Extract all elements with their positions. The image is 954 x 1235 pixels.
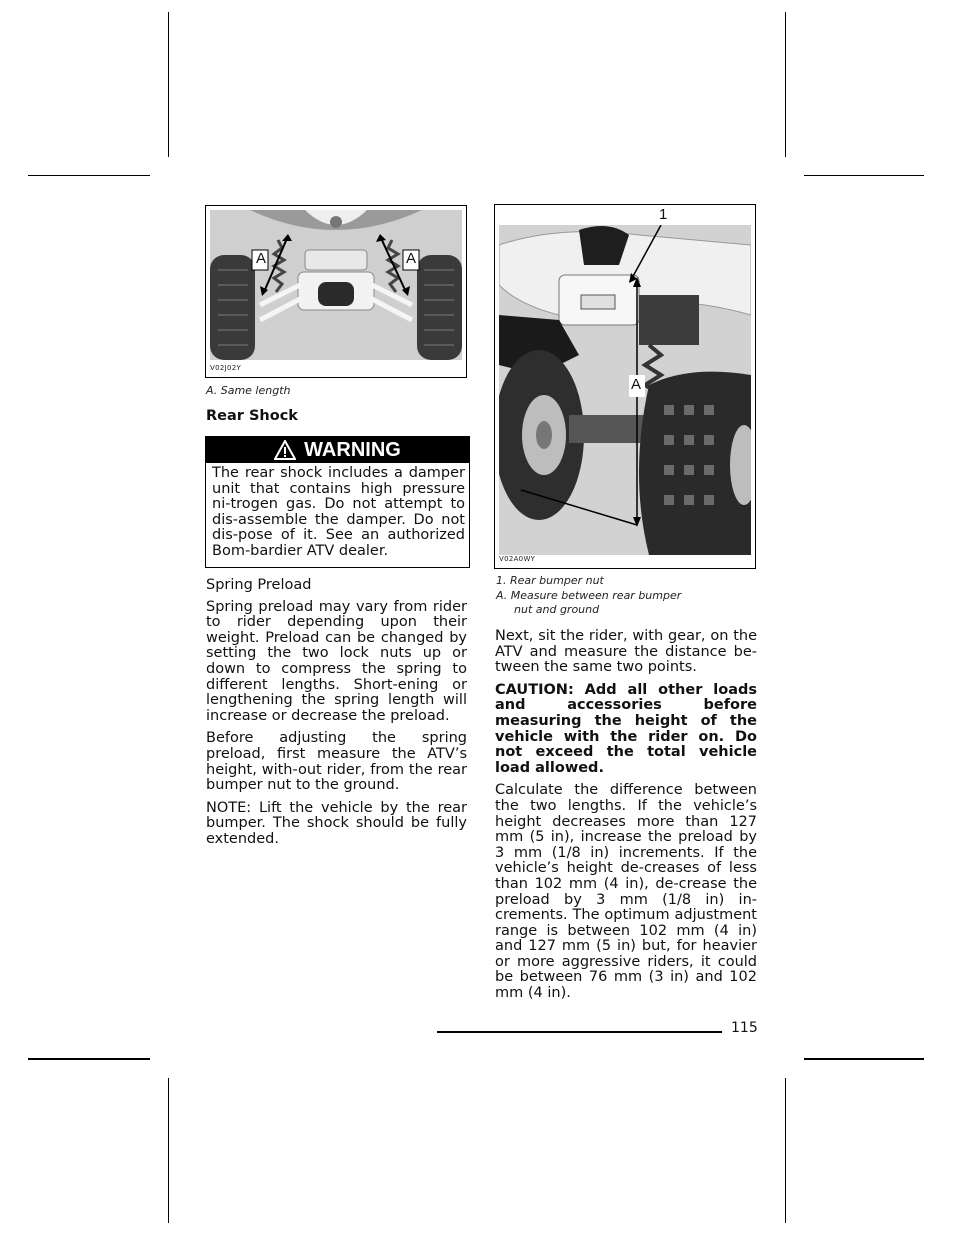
figure-front-shocks (205, 205, 467, 378)
crop-mark-top-right-vertical (785, 12, 786, 157)
caution-text: Add all other loads and accessories before measuring the height of the vehicle with the rider on. Do not exceed the total vehicle load allowed. (495, 681, 757, 776)
figure-code: V02A0WY (499, 555, 536, 563)
crop-mark-top-right-horizontal (804, 175, 924, 176)
figure-label-a-left: A (256, 250, 267, 267)
figure-code: V02J02Y (210, 364, 242, 372)
left-column (206, 409, 467, 425)
footer-rule (437, 1031, 722, 1033)
figure-caption-a: A. Measure between rear bumper (496, 589, 682, 602)
note-label: NOTE: (206, 799, 252, 816)
left-column-body (206, 578, 467, 855)
rear-atv-photo (499, 225, 751, 555)
crop-mark-bottom-right-horizontal (804, 1058, 924, 1060)
atv-front-illustration (210, 210, 462, 360)
paragraph-preload: Spring preload may vary from rider to rider depending upon their weight. Preload can be changed by setting the two lock nuts up or down to compress the spring to different lengths. Short-ening or lengthening the spring length will increase or decrease the preload. (206, 598, 467, 724)
warning-triangle-icon (274, 440, 296, 460)
front-shocks-photo (210, 210, 462, 360)
crop-mark-bottom-left-vertical (168, 1078, 169, 1223)
warning-box (205, 436, 470, 568)
warning-header (206, 437, 469, 463)
caution-paragraph (495, 683, 757, 777)
note-text: Lift the vehicle by the rear bumper. The shock should be fully extended. (206, 799, 467, 847)
warning-title: WARNING (304, 438, 401, 461)
right-column-body (495, 629, 757, 1009)
figure-label-a: A (631, 376, 642, 393)
atv-rear-illustration (499, 225, 751, 555)
figure-label-1: 1 (659, 206, 668, 223)
figure-rear-measurement (494, 204, 756, 569)
crop-mark-top-left-vertical (168, 12, 169, 157)
note-paragraph (206, 801, 467, 848)
page-number: 115 (731, 1020, 758, 1036)
warning-text: The rear shock includes a damper unit that contains high pressure ni-trogen gas. Do not attempt to dis-assemble the damper. Do not dis-pose of it. See an authorized Bom-bardier ATV dealer. (212, 465, 465, 559)
caution-label: CAUTION: (495, 681, 574, 698)
paragraph-next: Next, sit the rider, with gear, on the ATV and measure the distance be-tween the same two points. (495, 628, 757, 676)
paragraph-measure: Before adjusting the spring preload, first measure the ATV’s height, with-out rider, from the rear bumper nut to the ground. (206, 730, 467, 794)
paragraph-calculate: Calculate the difference between the two lengths. If the vehicle’s height decreases more than 127 mm (5 in), increase the preload by 3 mm (1/8 in) increments. If the vehicle’s height de-creases of less than 102 mm (4 in), de-crease the preload by 3 mm (1/8 in) in-crements. The optimum adjustment range is between 102 mm (4 in) and 127 mm (5 in) but, for heavier or more aggressive riders, it could be between 76 mm (3 in) and 102 mm (4 in). (495, 782, 757, 1002)
subheading-spring-preload: Spring Preload (206, 577, 312, 593)
figure-caption-a-continued: nut and ground (514, 603, 600, 616)
section-heading: Rear Shock (206, 408, 298, 424)
figure-caption-1: 1. Rear bumper nut (496, 574, 604, 587)
crop-mark-bottom-right-vertical (785, 1078, 786, 1223)
crop-mark-bottom-left-horizontal (28, 1058, 150, 1060)
figure-label-a-right: A (406, 250, 417, 267)
figure-caption: A. Same length (206, 384, 291, 397)
crop-mark-top-left-horizontal (28, 175, 150, 176)
